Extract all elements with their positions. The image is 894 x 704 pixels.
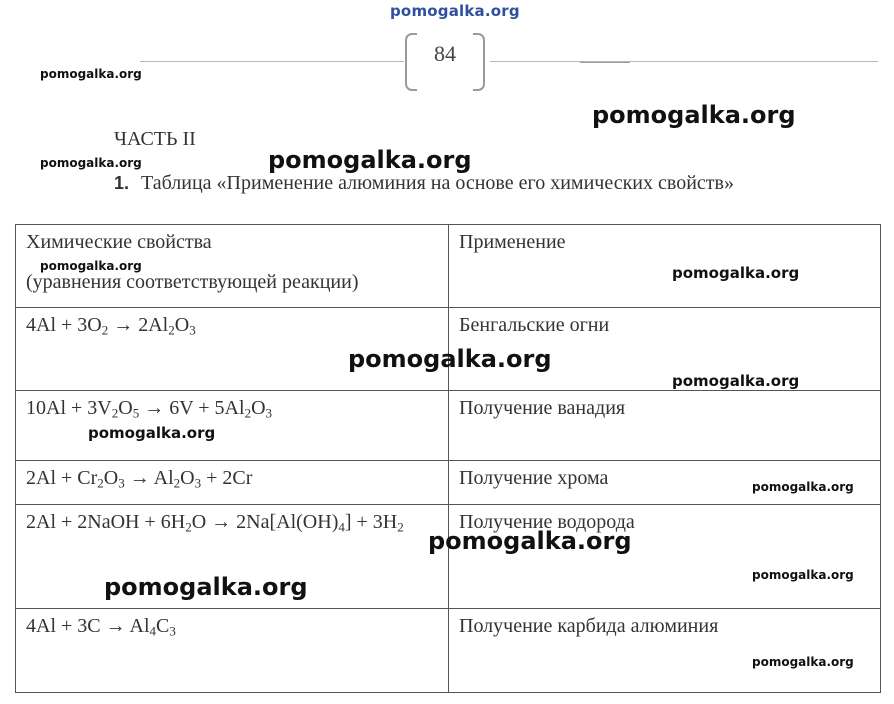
watermark-logo: pomogalka.org	[672, 372, 800, 390]
subscript: 3	[118, 475, 125, 491]
header-rule-left	[140, 61, 404, 62]
aluminium-table	[15, 224, 881, 693]
reaction-equation	[26, 613, 438, 639]
equation-part: → 6V + 5Al	[139, 397, 245, 419]
equation-part: 4Al + 3C → Al	[26, 615, 150, 637]
subscript: 2	[244, 405, 252, 421]
subscript: 3	[189, 322, 196, 338]
top-watermark: pomogalka.org	[390, 2, 520, 20]
equation-cell	[16, 391, 449, 461]
task-heading	[114, 172, 734, 195]
watermark-logo: pomogalka.org	[40, 67, 142, 81]
subscript: 2	[97, 475, 104, 491]
reaction-equation	[26, 395, 438, 421]
application-text: Получение водорода	[459, 511, 635, 533]
application-cell	[449, 609, 881, 693]
watermark-logo: pomogalka.org	[592, 101, 796, 129]
reaction-equation	[26, 312, 438, 338]
equation-part: O	[118, 397, 133, 419]
task-number: 1.	[114, 173, 130, 193]
watermark-logo: pomogalka.org	[40, 156, 142, 170]
reaction-equation	[26, 509, 438, 535]
equation-part: O	[103, 467, 119, 489]
page-number-box	[405, 33, 485, 89]
equation-cell	[16, 461, 449, 505]
watermark-logo: pomogalka.org	[40, 259, 142, 273]
subscript: 4	[149, 623, 157, 639]
table-row	[16, 461, 881, 505]
application-cell	[449, 391, 881, 461]
subscript: 2	[111, 405, 119, 421]
application-text: Получение карбида алюминия	[459, 615, 719, 637]
equation-cell	[16, 609, 449, 693]
application-text: Получение ванадия	[459, 397, 626, 419]
task-title: Таблица «Применение алюминия на основе его химических свойств»	[141, 172, 734, 194]
watermark-logo: pomogalka.org	[428, 527, 632, 555]
watermark-logo: pomogalka.org	[752, 568, 854, 582]
subscript: 2	[185, 519, 192, 535]
equation-part: O	[174, 314, 190, 336]
part-title: ЧАСТЬ II	[114, 128, 196, 150]
subscript: 2	[101, 322, 109, 338]
equation-part: O	[180, 467, 195, 489]
page-number: 84	[434, 41, 456, 66]
header-application	[449, 225, 881, 308]
equation-part: O	[251, 397, 266, 419]
watermark-logo: pomogalka.org	[348, 345, 552, 373]
equation-part: + 2Cr	[201, 467, 253, 489]
application-cell	[449, 505, 881, 609]
watermark-logo: pomogalka.org	[752, 655, 854, 669]
equation-part: C	[156, 615, 170, 637]
equation-part: 4Al + 3O	[26, 314, 102, 336]
subscript: 4	[338, 519, 345, 535]
equation-part: O → 2Na[Al(OH)	[191, 511, 339, 533]
table-row	[16, 609, 881, 693]
subscript: 2	[168, 322, 175, 338]
subscript: 2	[173, 475, 181, 491]
equation-part: → 2Al	[108, 314, 169, 336]
equation-part: 2Al + 2NaOH + 6H	[26, 511, 186, 533]
application-text: Получение хрома	[459, 467, 609, 489]
reaction-equation	[26, 465, 438, 491]
watermark-logo: pomogalka.org	[88, 424, 216, 442]
header-col2: Применение	[459, 231, 566, 253]
subscript: 3	[194, 475, 202, 491]
header-rule-accent	[580, 62, 630, 63]
watermark-logo: pomogalka.org	[104, 573, 308, 601]
watermark-logo: pomogalka.org	[752, 480, 854, 494]
equation-part: 2Al + Cr	[26, 467, 98, 489]
subscript: 3	[169, 623, 176, 639]
header-col1-line1: Химические свойства	[26, 231, 212, 253]
watermark-logo: pomogalka.org	[672, 264, 800, 282]
subscript: 5	[132, 405, 140, 421]
equation-part: 10Al + 3V	[26, 397, 112, 419]
watermark-logo: pomogalka.org	[268, 146, 472, 174]
equation-part: → Al	[124, 467, 174, 489]
application-text: Бенгальские огни	[459, 314, 610, 336]
subscript: 3	[265, 405, 273, 421]
subscript: 2	[397, 519, 404, 535]
equation-part: ] + 3H	[344, 511, 398, 533]
header-rule-right	[490, 61, 878, 62]
header-col1-line2: (уравнения соответствующей реакции)	[26, 271, 359, 293]
